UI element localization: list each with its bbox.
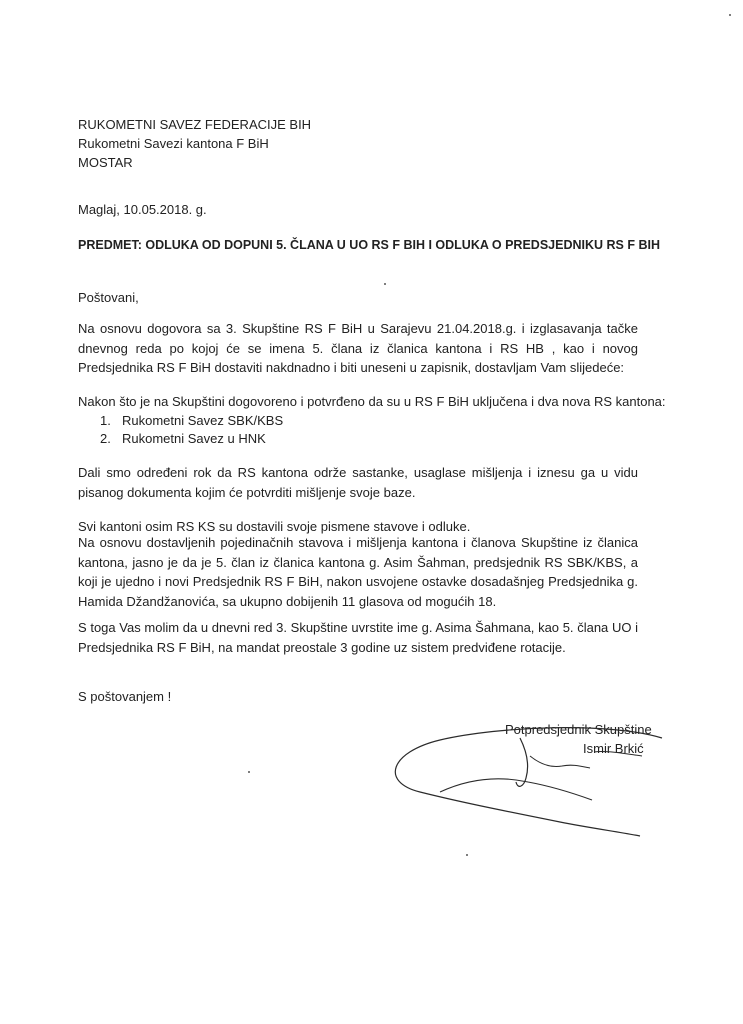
paragraph-agreement: Na osnovu dogovora sa 3. Skupštine RS F BiH u Sarajevu 21.04.2018.g. i izglasavanja tačke dnevnog reda po kojoj će se imena 5. člana iz članica kantona i RS HB , kao i novog Predsjednika RS F BiH dostaviti nakdnadno i biti uneseni u zapisnik, dostavljam Vam slijedeće: [78, 321, 638, 375]
paragraph-new-cantons: Nakon što je na Skupštini dogovoreno i potvrđeno da su u RS F BiH uključena i dva nova RS kantona: [78, 394, 666, 409]
list-item-text: Rukometni Savez u HNK [122, 431, 266, 446]
canton-list [100, 412, 283, 448]
recipient-line-2: Rukometni Savezi kantona F BiH [78, 136, 269, 151]
signature-name: Ismir Brkić [583, 741, 644, 756]
scan-speck [384, 283, 386, 285]
subject-line: PREDMET: ODLUKA OD DOPUNI 5. ČLANA U UO RS F BIH I ODLUKA O PREDSJEDNIKU RS F BIH [78, 238, 660, 252]
paragraph-decision: Na osnovu dostavljenih pojedinačnih stavova i mišljenja kantona i članova Skupštine iz članica kantona, jasno je da je 5. član iz članica kantona g. Asim Šahman, predsjednik RS SBK/KBS, a koji je ujedno i novi Predsjednik RS F BiH, nakon usvojene ostavke dosadašnjeg Predsjednika g. Hamida Džandžanovića, sa ukupno dobijenih 11 glasova od mogućih 18. [78, 535, 638, 609]
scan-speck [248, 771, 250, 773]
signature-title: Potpredsjednik Skupštine [505, 722, 652, 737]
paragraph-deadline: Dali smo određeni rok da RS kantona održe sastanke, usaglase mišljenja i iznesu ga u vidu pisanog dokumenta kojim će potvrditi mišljenje svoje baze. [78, 465, 638, 500]
paragraph-submissions: Svi kantoni osim RS KS su dostavili svoje pismene stavove i odluke. [78, 519, 471, 534]
list-item-text: Rukometni Savez SBK/KBS [122, 413, 284, 428]
scan-speck [466, 854, 468, 856]
greeting: Poštovani, [78, 290, 139, 305]
recipient-line-1: RUKOMETNI SAVEZ FEDERACIJE BIH [78, 117, 312, 132]
list-item-number: 1. [100, 413, 111, 428]
closing: S poštovanjem ! [78, 689, 172, 704]
list-item [100, 412, 283, 430]
recipient-line-3: MOSTAR [78, 155, 133, 170]
paragraph-request: S toga Vas molim da u dnevni red 3. Skupštine uvrstite ime g. Asima Šahmana, kao 5. člana UO i Predsjednika RS F BiH, na mandat preostale 3 godine uz sistem predviđene rotacije. [78, 620, 638, 655]
handwritten-signature [380, 720, 680, 840]
place-date: Maglaj, 10.05.2018. g. [78, 202, 207, 217]
scan-speck [729, 14, 731, 16]
list-item-number: 2. [100, 431, 111, 446]
list-item [100, 430, 283, 448]
